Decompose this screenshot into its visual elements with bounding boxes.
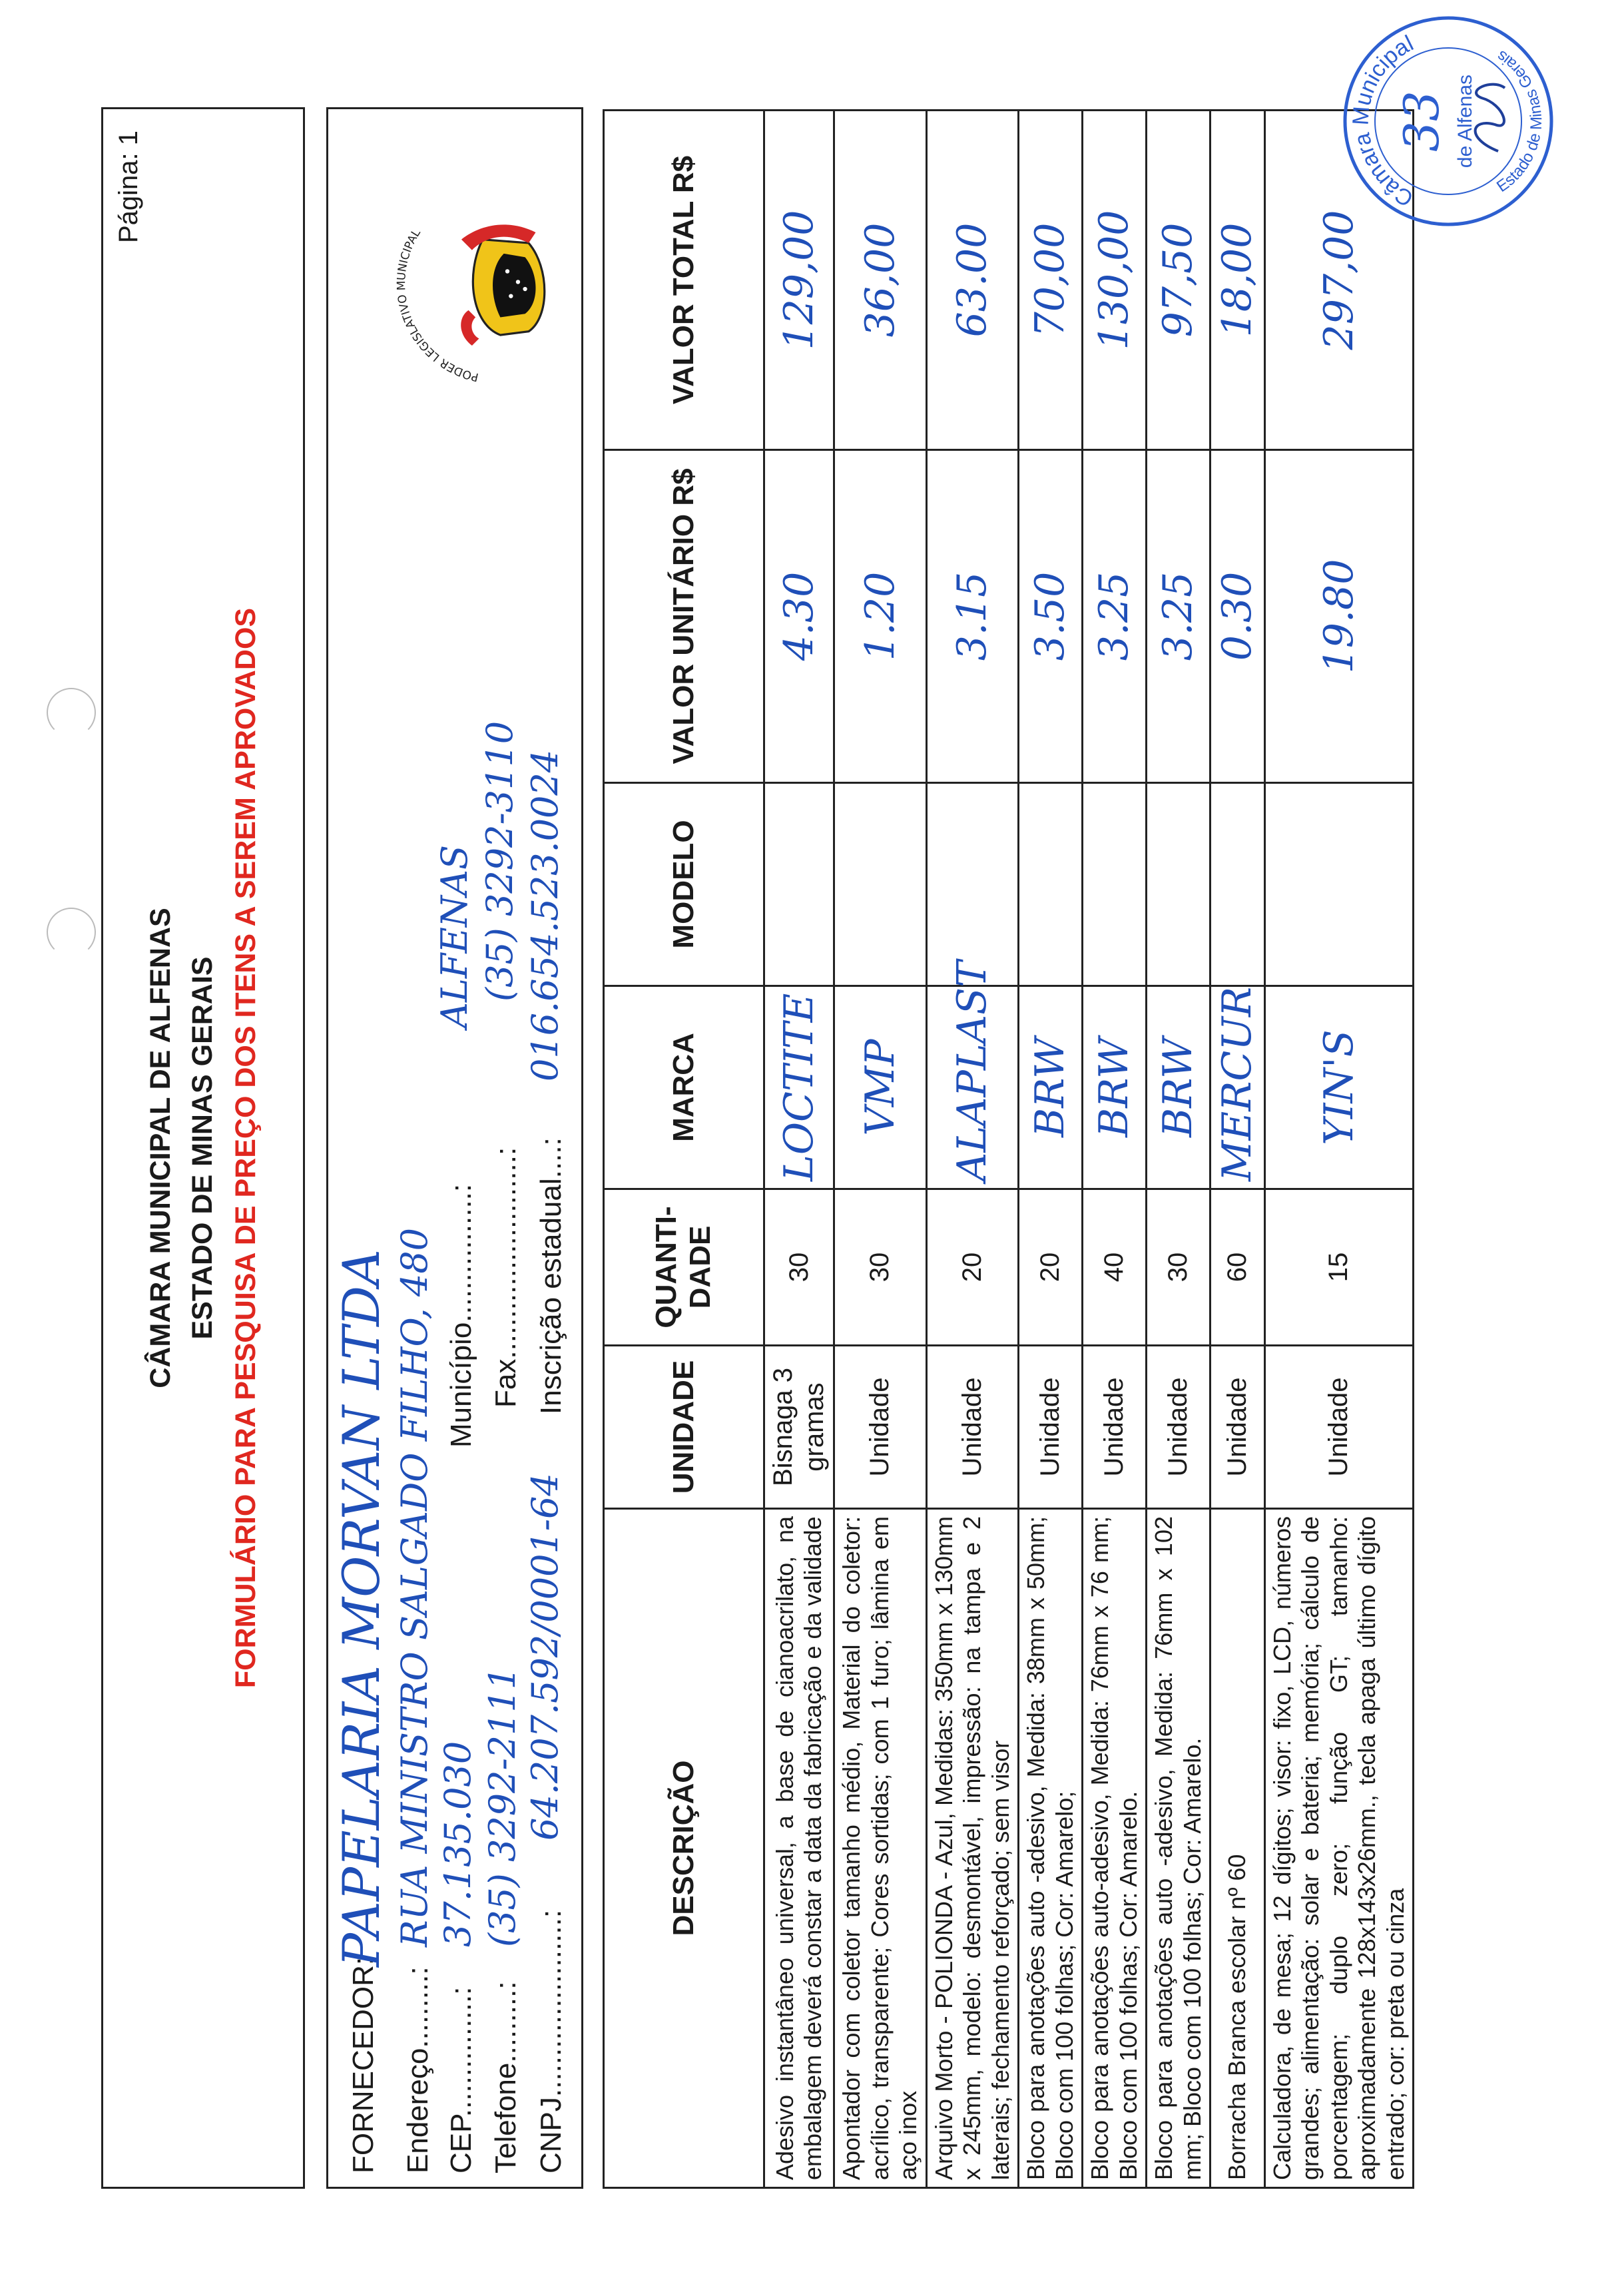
cell-descricao: Bloco para anotações auto-adesivo, Medida: 76mm x 76 mm; Bloco com 100 folhas; Cor: Amarelo. bbox=[1083, 1509, 1147, 2188]
cell-descricao: Apontador com coletor tamanho médio, Material do coletor: acrílico, transparente; Cores sortidas; com 1 furo; lâmina em aço inox bbox=[834, 1509, 926, 2188]
cell-modelo[interactable] bbox=[1083, 783, 1147, 986]
ie-value[interactable]: 016.654.523.0024 bbox=[524, 749, 566, 1081]
cell-valor-unitario[interactable]: 3.25 bbox=[1083, 450, 1147, 783]
cell-marca[interactable]: BRW bbox=[1019, 986, 1083, 1189]
table-row bbox=[1083, 111, 1147, 2188]
punch-hole-left bbox=[47, 688, 96, 737]
table-row bbox=[926, 111, 1018, 2188]
table-row bbox=[1147, 111, 1211, 2188]
cell-quantidade: 30 bbox=[834, 1189, 926, 1346]
cnpj-label: CNPJ......................: bbox=[535, 1909, 567, 2173]
state-name: ESTADO DE MINAS GERAIS bbox=[186, 956, 218, 1340]
table-header-row bbox=[604, 111, 764, 2188]
cell-descricao: Adesivo instantâneo universal, a base de cianoacrilato, na embalagem deverá constar a data da fabricação e da validade bbox=[764, 1509, 834, 2188]
table-row bbox=[1211, 111, 1265, 2188]
cell-valor-total[interactable]: 97,50 bbox=[1147, 111, 1211, 450]
cell-unidade: Unidade bbox=[1147, 1346, 1211, 1509]
telefone-label: Telefone.........: bbox=[489, 1981, 522, 2173]
endereco-value[interactable]: RUA MINISTRO SALGADO FILHO, 480 bbox=[394, 1228, 435, 1947]
cell-descricao: Arquivo Morto - POLIONDA - Azul, Medidas: 350mm x 130mm x 245mm, modelo: desmontável, impressão: na tampa e 2 laterais; fechamento reforçado; sem visor bbox=[926, 1509, 1018, 2188]
table-row bbox=[1264, 111, 1413, 2188]
signature-mark bbox=[1476, 85, 1505, 151]
cell-valor-unitario[interactable]: 0.30 bbox=[1211, 450, 1265, 783]
cep-value[interactable]: 37.135.030 bbox=[437, 1741, 479, 1947]
ie-label: Inscrição estadual....: bbox=[535, 1137, 567, 1414]
cell-unidade: Unidade bbox=[834, 1346, 926, 1509]
col-header-marca: MARCA bbox=[604, 986, 764, 1189]
stamp-text-bottom: Estado de Minas Gerais bbox=[1493, 47, 1546, 196]
crest-logo bbox=[338, 176, 564, 402]
col-header-unidade: UNIDADE bbox=[604, 1346, 764, 1509]
cell-modelo[interactable] bbox=[764, 783, 834, 986]
cell-valor-total[interactable]: 63.00 bbox=[926, 111, 1018, 450]
cell-unidade: Unidade bbox=[926, 1346, 1018, 1509]
col-header-valor-unitario: VALOR UNITÁRIO R$ bbox=[604, 450, 764, 783]
cell-valor-total[interactable]: 130,00 bbox=[1083, 111, 1147, 450]
col-header-descricao: DESCRIÇÃO bbox=[604, 1509, 764, 2188]
cell-marca[interactable]: YIN'S bbox=[1264, 986, 1413, 1189]
municipio-label: Município................: bbox=[445, 1183, 477, 1448]
cell-valor-unitario[interactable]: 4.30 bbox=[764, 450, 834, 783]
fornecedor-label: FORNECEDOR: bbox=[347, 1956, 380, 2173]
cell-descricao: Bloco para anotações auto -adesivo, Medida: 38mm x 50mm; Bloco com 100 folhas; Cor: Amarelo; bbox=[1019, 1509, 1083, 2188]
cell-descricao: Borracha Branca escolar nº 60 bbox=[1211, 1509, 1265, 2188]
cell-valor-unitario[interactable]: 3.25 bbox=[1147, 450, 1211, 783]
cell-valor-unitario[interactable]: 1.20 bbox=[834, 450, 926, 783]
cell-quantidade: 40 bbox=[1083, 1189, 1147, 1346]
form-title: FORMULÁRIO PARA PESQUISA DE PREÇO DOS ITENS A SEREM APROVADOS bbox=[230, 607, 262, 1689]
cell-unidade: Unidade bbox=[1264, 1346, 1413, 1509]
cell-unidade: Bisnaga 3 gramas bbox=[764, 1346, 834, 1509]
cell-modelo[interactable] bbox=[1211, 783, 1265, 986]
cell-quantidade: 15 bbox=[1264, 1189, 1413, 1346]
cell-descricao: Bloco para anotações auto -adesivo, Medida: 76mm x 102 mm; Bloco com 100 folhas; Cor: Amarelo. bbox=[1147, 1509, 1211, 2188]
cell-valor-unitario[interactable]: 19.80 bbox=[1264, 450, 1413, 783]
cell-quantidade: 60 bbox=[1211, 1189, 1265, 1346]
cell-modelo[interactable] bbox=[1147, 783, 1211, 986]
stamp-number: 33 bbox=[1394, 91, 1450, 152]
cell-descricao: Calculadora, de mesa; 12 dígitos; visor: fixo, LCD, números grandes; alimentação: solar e bateria; memória; cálculo de porcentagem; duplo zero; função GT; tamanho: aproximadamente 128x143x26mm., tecla apaga último dígito entrado; cor: preta ou cinza bbox=[1264, 1509, 1413, 2188]
cell-modelo[interactable] bbox=[1264, 783, 1413, 986]
cell-marca[interactable]: VMP bbox=[834, 986, 926, 1189]
fax-value[interactable]: (35) 3292-3110 bbox=[479, 720, 521, 1001]
cell-valor-total[interactable]: 18,00 bbox=[1211, 111, 1265, 450]
cell-valor-total[interactable]: 70,00 bbox=[1019, 111, 1083, 450]
table-row bbox=[1019, 111, 1083, 2188]
supplier-box bbox=[326, 107, 583, 2189]
table-row bbox=[834, 111, 926, 2188]
cep-label: CEP...............: bbox=[445, 1986, 477, 2173]
endereco-label: Endereço.........: bbox=[402, 1966, 434, 2173]
cell-modelo[interactable] bbox=[834, 783, 926, 986]
cell-quantidade: 20 bbox=[1019, 1189, 1083, 1346]
telefone-value[interactable]: (35) 3292-2111 bbox=[481, 1666, 523, 1947]
cell-quantidade: 30 bbox=[764, 1189, 834, 1346]
municipio-value[interactable]: ALFENAS bbox=[433, 845, 475, 1028]
cell-marca[interactable]: BRW bbox=[1083, 986, 1147, 1189]
cell-valor-unitario[interactable]: 3.50 bbox=[1019, 450, 1083, 783]
cell-unidade: Unidade bbox=[1083, 1346, 1147, 1509]
cell-unidade: Unidade bbox=[1211, 1346, 1265, 1509]
punch-hole-right bbox=[47, 908, 96, 957]
cell-valor-total[interactable]: 297,00 bbox=[1264, 111, 1413, 450]
stamp-text-mid: de Alfenas bbox=[1454, 74, 1476, 168]
cell-modelo[interactable] bbox=[926, 783, 1018, 986]
col-header-modelo: MODELO bbox=[604, 783, 764, 986]
cell-unidade: Unidade bbox=[1019, 1346, 1083, 1509]
stamp-text-top: Câmara Municipal bbox=[1348, 30, 1418, 212]
cell-valor-total[interactable]: 129,00 bbox=[764, 111, 834, 450]
fax-label: Fax.........................: bbox=[489, 1147, 522, 1408]
fornecedor-value[interactable]: PAPELARIA MORVAN LTDA bbox=[332, 1249, 391, 1967]
table-row bbox=[764, 111, 834, 2188]
cell-marca[interactable]: ALAPLAST bbox=[926, 986, 1018, 1189]
cell-quantidade: 20 bbox=[926, 1189, 1018, 1346]
cell-marca[interactable]: BRW bbox=[1147, 986, 1211, 1189]
cell-marca[interactable]: LOCTITE bbox=[764, 986, 834, 1189]
col-header-quantidade: QUANTI- DADE bbox=[604, 1189, 764, 1346]
cell-marca[interactable]: MERCUR bbox=[1211, 986, 1265, 1189]
municipal-stamp bbox=[1338, 11, 1558, 231]
crest-caption: PODER LEGISLATIVO MUNICIPAL bbox=[395, 226, 480, 384]
items-table bbox=[603, 109, 1414, 2189]
page-number: Página: 1 bbox=[114, 131, 143, 244]
cell-quantidade: 30 bbox=[1147, 1189, 1211, 1346]
cell-valor-unitario[interactable]: 3.15 bbox=[926, 450, 1018, 783]
col-header-valor-total: VALOR TOTAL R$ bbox=[604, 111, 764, 450]
header-box bbox=[101, 107, 305, 2189]
cell-valor-total[interactable]: 36,00 bbox=[834, 111, 926, 450]
cell-modelo[interactable] bbox=[1019, 783, 1083, 986]
cnpj-value[interactable]: 64.207.592/0001-64 bbox=[524, 1473, 566, 1841]
org-name: CÂMARA MUNICIPAL DE ALFENAS bbox=[144, 908, 176, 1388]
